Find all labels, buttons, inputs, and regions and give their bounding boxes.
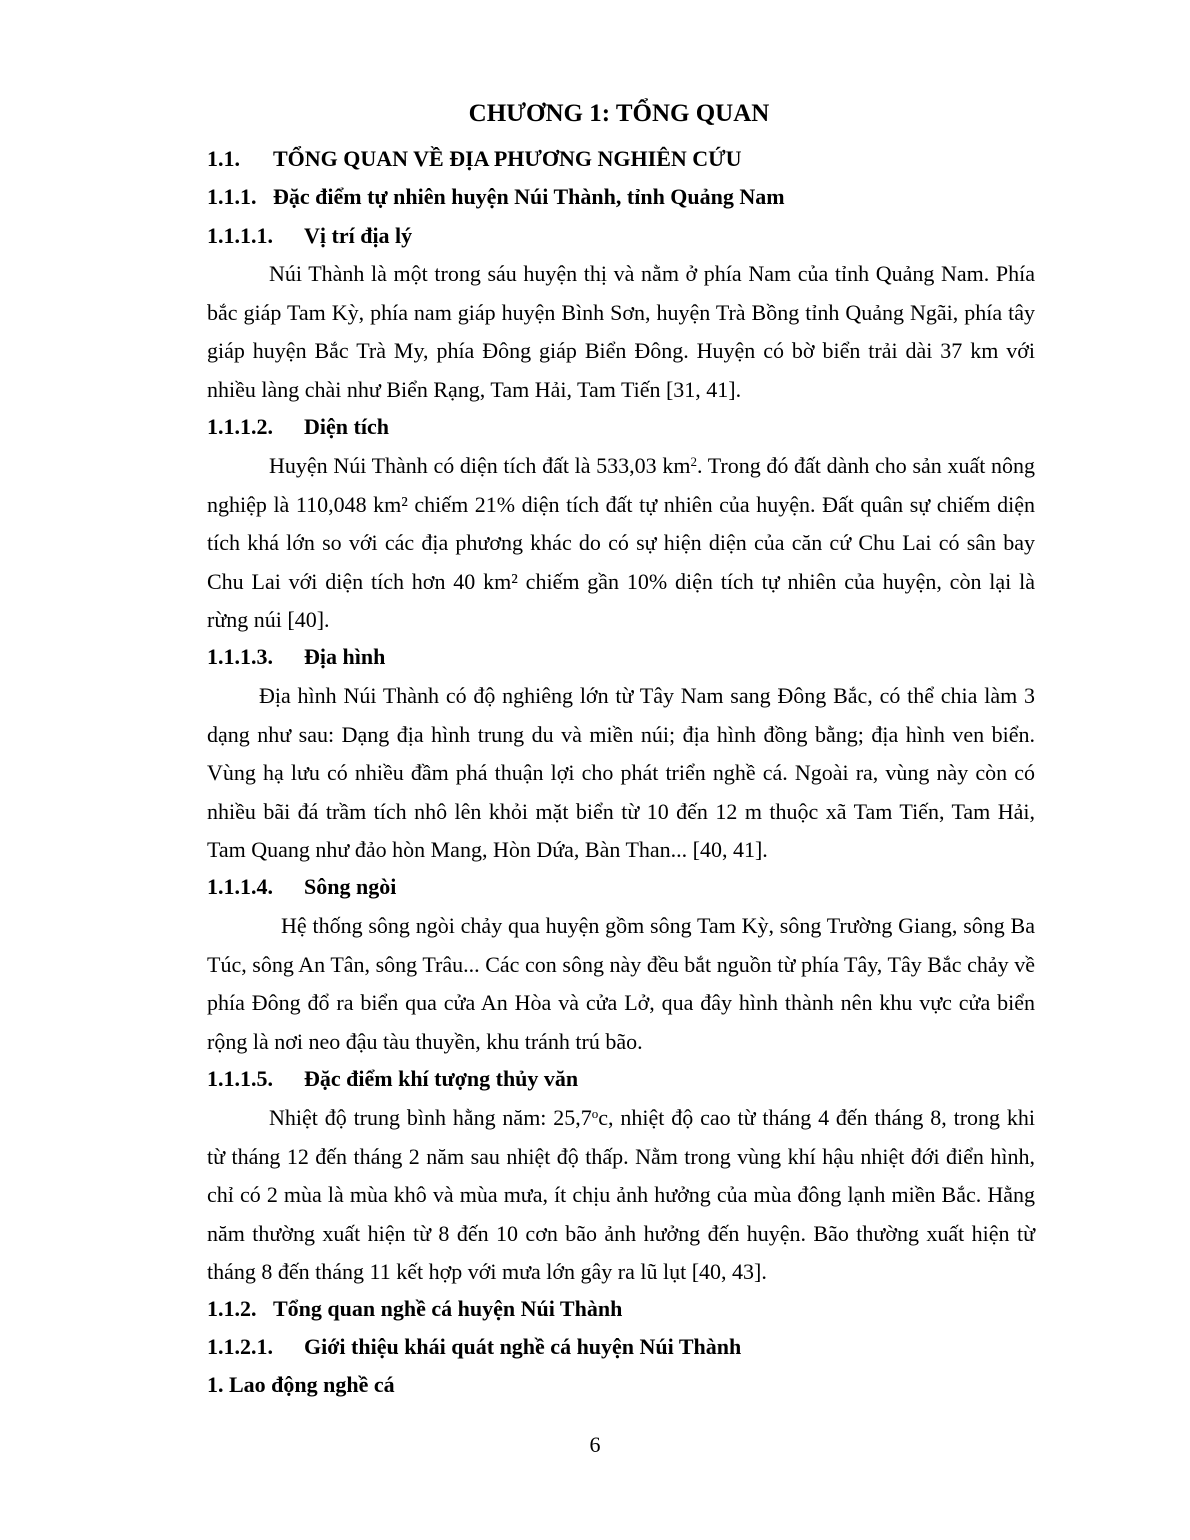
heading-number: 1.1.1.3. [207, 644, 273, 669]
heading-text: Diện tích [304, 414, 389, 439]
heading-1-1-1-5 [207, 1060, 578, 1098]
paragraph-text-a: Huyện Núi Thành có diện tích đất là 533,03 km [269, 453, 691, 478]
heading-text: Tổng quan nghề cá huyện Núi Thành [273, 1296, 623, 1321]
paragraph-vi-tri [207, 255, 1035, 409]
heading-text: Sông ngòi [304, 874, 397, 899]
heading-text: Đặc điểm tự nhiên huyện Núi Thành, tỉnh Quảng Nam [273, 184, 785, 209]
heading-1-1 [207, 140, 742, 178]
heading-number: 1.1.2. [207, 1296, 257, 1321]
heading-1-1-1 [207, 178, 785, 216]
heading-text: Giới thiệu khái quát nghề cá huyện Núi Thành [304, 1334, 742, 1359]
heading-1-1-1-4 [207, 868, 396, 906]
heading-number: 1.1.1.4. [207, 874, 273, 899]
heading-text: TỔNG QUAN VỀ ĐỊA PHƯƠNG NGHIÊN CỨU [273, 146, 742, 171]
paragraph-text-a: Nhiệt độ trung bình hằng năm: 25,7 [269, 1105, 592, 1130]
paragraph-khi-tuong [207, 1099, 1035, 1292]
heading-number: 1.1.1.5. [207, 1066, 273, 1091]
subheading-lao-dong: 1. Lao động nghề cá [207, 1372, 395, 1397]
paragraph-text-b: . Trong đó đất dành cho sản xuất nông nghiệp là 110,048 km² chiếm 21% diện tích đất tự nhiên của huyện. Đất quân sự chiếm diện tích khá lớn so với các địa phương khác do có sự hiện diện của căn cứ Chu Lai có sân bay Chu Lai với diện tích hơn 40 km² chiếm gần 10% diện tích tự nhiên của huyện, còn lại là rừng núi [40]. [207, 453, 1035, 632]
page-number: 6 [589, 1432, 601, 1457]
paragraph-dia-hinh [207, 677, 1035, 870]
heading-number: 1.1.2.1. [207, 1334, 273, 1359]
paragraph-text: Địa hình Núi Thành có độ nghiêng lớn từ Tây Nam sang Đông Bắc, có thể chia làm 3 dạng như sau: Dạng địa hình trung du và miền núi; địa hình đồng bằng; địa hình ven biển. Vùng hạ lưu có nhiều đầm phá thuận lợi cho phát triển nghề cá. Ngoài ra, vùng này còn có nhiều bãi đá trầm tích nhô lên khỏi mặt biển từ 10 đến 12 m thuộc xã Tam Tiến, Tam Hải, Tam Quang như đảo hòn Mang, Hòn Dứa, Bàn Than... [40, 41]. [207, 683, 1035, 862]
heading-1-1-2-1 [207, 1328, 741, 1366]
heading-1-1-1-2 [207, 408, 389, 446]
superscript: 2 [690, 454, 697, 469]
heading-number: 1.1.1.1. [207, 223, 273, 248]
paragraph-text-b: c, nhiệt độ cao từ tháng 4 đến tháng 8, trong khi từ tháng 12 đến tháng 2 năm sau nhiệt độ thấp. Nằm trong vùng khí hậu nhiệt đới điển hình, chỉ có 2 mùa là mùa khô và mùa mưa, ít chịu ảnh hưởng của mùa đông lạnh miền Bắc. Hằng năm thường xuất hiện từ 8 đến 10 cơn bão ảnh hưởng đến huyện. Bão thường xuất hiện từ tháng 8 đến tháng 11 kết hợp với mưa lớn gây ra lũ lụt [40, 43]. [207, 1105, 1036, 1284]
paragraph-text: Hệ thống sông ngòi chảy qua huyện gồm sông Tam Kỳ, sông Trường Giang, sông Ba Túc, sông An Tân, sông Trâu... Các con sông này đều bắt nguồn từ phía Tây, Tây Bắc chảy về phía Đông đổ ra biển qua cửa An Hòa và cửa Lở, qua đây hình thành nên khu vực cửa biển rộng là nơi neo đậu tàu thuyền, khu tránh trú bão. [207, 913, 1035, 1054]
heading-text: Đặc điểm khí tượng thủy văn [304, 1066, 579, 1091]
heading-1-1-2 [207, 1290, 622, 1328]
heading-number: 1.1. [207, 146, 240, 171]
heading-text: Địa hình [304, 644, 386, 669]
heading-1-1-1-3 [207, 638, 385, 676]
paragraph-song-ngoi [207, 907, 1035, 1061]
heading-text: Vị trí địa lý [304, 223, 413, 248]
heading-1-1-1-1 [207, 217, 412, 255]
superscript: o [591, 1106, 599, 1121]
chapter-title: CHƯƠNG 1: TỔNG QUAN [468, 100, 770, 127]
heading-number: 1.1.1. [207, 184, 257, 209]
heading-number: 1.1.1.2. [207, 414, 273, 439]
paragraph-dien-tich [207, 447, 1035, 640]
paragraph-text: Núi Thành là một trong sáu huyện thị và nằm ở phía Nam của tỉnh Quảng Nam. Phía bắc giáp Tam Kỳ, phía nam giáp huyện Bình Sơn, huyện Trà Bồng tỉnh Quảng Ngãi, phía tây giáp huyện Bắc Trà My, phía Đông giáp Biển Đông. Huyện có bờ biển trải dài 37 km với nhiều làng chài như Biển Rạng, Tam Hải, Tam Tiến [31, 41]. [207, 261, 1035, 402]
